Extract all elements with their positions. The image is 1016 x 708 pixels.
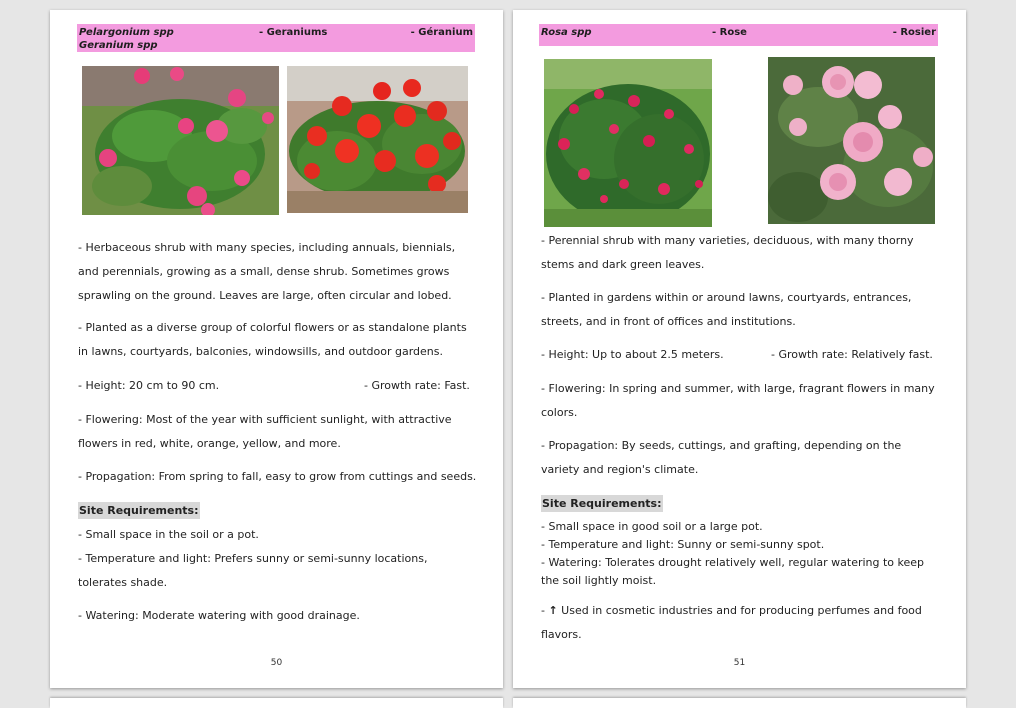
page-number: 50 [270,658,283,668]
scientific-name: Pelargonium spp [79,27,174,38]
arrow-up-icon: ↑ [548,604,558,617]
plant-header [539,24,938,46]
site-watering: - Watering: Tolerates drought relatively well, regular watering to keep the soil lightly moist. [541,556,925,587]
site-requirements-heading: Site Requirements: [542,497,662,510]
next-page-edge [50,698,503,708]
growth-rate-text: - Growth rate: Relatively fast. [771,348,933,361]
height-text: - Height: 20 cm to 90 cm. [78,379,220,392]
note-prefix: - [541,604,549,617]
site-temperature: - Temperature and light: Prefers sunny or semi-sunny locations, tolerates shade. [78,552,428,589]
geranium-photo-red [287,66,468,213]
plant-header [77,24,475,52]
paragraph-description: - Perennial shrub with many varieties, deciduous, with many thorny stems and dark green leaves. [541,234,914,271]
site-temperature: - Temperature and light: Sunny or semi-sunny spot. [541,538,825,551]
paragraph-flowering: - Flowering: In spring and summer, with large, fragrant flowers in many colors. [541,382,935,419]
paragraph-description: - Herbaceous shrub with many species, including annuals, biennials, and perennials, growing as a small, dense shrub. Sometimes grows sprawling on the ground. Leaves are large, often circular and lobed. [78,241,456,302]
paragraph-flowering: - Flowering: Most of the year with sufficient sunlight, with attractive flowers in red, white, orange, yellow, and more. [78,413,452,450]
rose-bush-photo [544,59,712,227]
next-page-edge [513,698,966,708]
site-space: - Small space in the soil or a pot. [78,528,259,541]
growth-rate-text: - Growth rate: Fast. [364,379,470,392]
rose-flowers-photo [768,57,935,224]
scientific-name: Rosa spp [541,27,592,38]
site-space: - Small space in good soil or a large pot. [541,520,763,533]
english-name: - Geraniums [259,27,328,38]
site-watering: - Watering: Moderate watering with good drainage. [78,609,360,622]
page-50 [50,10,503,688]
paragraph-propagation: - Propagation: By seeds, cuttings, and grafting, depending on the variety and region's climate. [541,439,902,476]
note-paragraph [541,599,941,647]
site-requirements-heading: Site Requirements: [79,504,199,517]
note-text: Used in cosmetic industries and for producing perfumes and food flavors. [541,604,922,641]
paragraph-use: - Planted in gardens within or around lawns, courtyards, entrances, streets, and in front of offices and institutions. [541,291,912,328]
french-name: - Géranium [410,27,473,38]
paragraph-propagation: - Propagation: From spring to fall, easy to grow from cuttings and seeds. [78,470,477,483]
paragraph-use: - Planted as a diverse group of colorful flowers or as standalone plants in lawns, courtyards, balconies, windowsills, and outdoor gardens. [78,321,467,358]
french-name: - Rosier [892,27,936,38]
page-number: 51 [733,658,746,668]
scientific-name-alt: Geranium spp [79,40,158,51]
english-name: - Rose [712,27,747,38]
height-text: - Height: Up to about 2.5 meters. [541,348,724,361]
page-51 [513,10,966,688]
geranium-photo-pink [82,66,279,215]
